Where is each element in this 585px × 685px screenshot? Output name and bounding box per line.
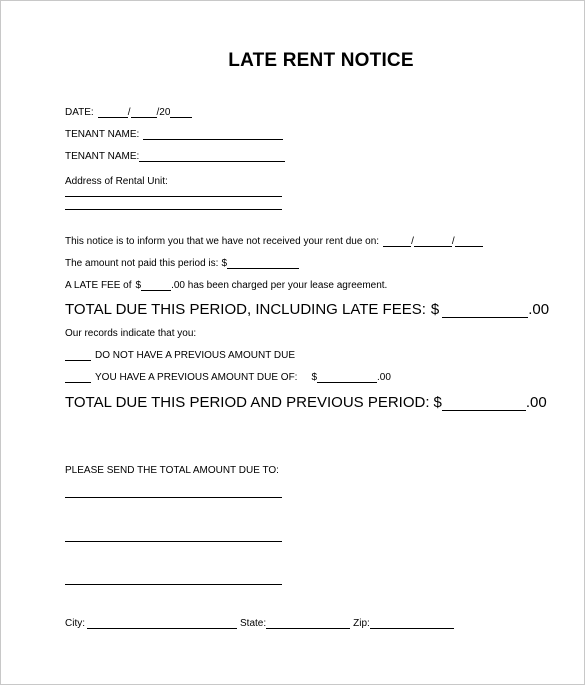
date-year-field[interactable]	[170, 107, 192, 118]
late-fee-currency: $	[135, 280, 142, 291]
total-due-fees-field[interactable]	[442, 303, 528, 318]
option-previous-amount-field[interactable]	[317, 372, 377, 383]
due-year-field[interactable]	[455, 236, 483, 247]
option-previous-cents: .00	[377, 372, 391, 383]
tenant-name-row-2	[65, 151, 285, 162]
date-sep-1: /	[127, 107, 131, 118]
tenant-name-field-2[interactable]	[139, 151, 285, 162]
tenant-name-field-1[interactable]	[143, 129, 283, 140]
records-label: Our records indicate that you:	[65, 328, 197, 339]
option-previous-currency: $	[311, 372, 318, 383]
date-row	[65, 107, 192, 118]
amount-not-paid-field[interactable]	[227, 258, 299, 269]
notice-text: This notice is to inform you that we have not received your rent due on:	[65, 236, 380, 247]
late-fee-suffix: .00 has been charged per your lease agreement.	[171, 280, 388, 291]
city-state-zip-row	[65, 618, 454, 629]
option-no-previous-row	[65, 350, 295, 361]
tenant-name-row-1	[65, 129, 283, 140]
date-month-field[interactable]	[98, 107, 128, 118]
zip-label: Zip:	[353, 618, 370, 629]
late-fee-field[interactable]	[141, 280, 171, 291]
total-due-previous-cents: .00	[525, 394, 547, 411]
total-due-fees-row	[65, 301, 549, 318]
notice-sep-1: /	[411, 236, 414, 247]
due-month-field[interactable]	[383, 236, 411, 247]
total-due-previous-row	[65, 394, 547, 411]
total-due-previous-field[interactable]	[442, 396, 526, 411]
total-due-previous-label: TOTAL DUE THIS PERIOD AND PREVIOUS PERIOD:	[65, 394, 430, 411]
send-to-line-3[interactable]	[65, 584, 282, 585]
total-due-previous-currency: $	[433, 394, 442, 411]
option-no-previous-checkbox[interactable]	[65, 350, 91, 361]
address-label: Address of Rental Unit:	[65, 176, 168, 187]
send-to-line-2[interactable]	[65, 541, 282, 542]
send-to-row	[65, 465, 279, 476]
total-due-fees-label: TOTAL DUE THIS PERIOD, INCLUDING LATE FEES:	[65, 301, 426, 318]
amount-not-paid-currency: $	[221, 258, 227, 269]
late-fee-prefix: A LATE FEE of	[65, 280, 132, 291]
option-no-previous-label: DO NOT HAVE A PREVIOUS AMOUNT DUE	[95, 350, 296, 361]
date-label: DATE:	[65, 107, 94, 118]
notice-row	[65, 236, 483, 247]
option-previous-label: YOU HAVE A PREVIOUS AMOUNT DUE OF:	[95, 372, 298, 383]
amount-not-paid-row	[65, 258, 299, 269]
state-field[interactable]	[266, 618, 350, 629]
city-label: City:	[65, 618, 85, 629]
notice-sep-2: /	[451, 236, 455, 247]
state-label: State:	[240, 618, 267, 629]
due-day-field[interactable]	[414, 236, 452, 247]
option-previous-row	[65, 372, 391, 383]
tenant-name-label-1: TENANT NAME:	[65, 129, 140, 140]
city-field[interactable]	[87, 618, 237, 629]
document-title: LATE RENT NOTICE	[228, 50, 414, 71]
late-fee-row	[65, 280, 387, 291]
address-line-1[interactable]	[65, 196, 282, 197]
zip-field[interactable]	[370, 618, 454, 629]
amount-not-paid-label: The amount not paid this period is:	[65, 258, 219, 269]
address-row	[65, 176, 168, 187]
total-due-fees-currency: $	[430, 301, 440, 318]
date-sep-2: /20	[156, 107, 171, 118]
option-previous-checkbox[interactable]	[65, 372, 91, 383]
address-line-2[interactable]	[65, 209, 282, 210]
total-due-fees-cents: .00	[528, 301, 550, 318]
tenant-name-label-2: TENANT NAME:	[65, 151, 140, 162]
records-row	[65, 328, 196, 339]
send-to-line-1[interactable]	[65, 497, 282, 498]
date-day-field[interactable]	[131, 107, 157, 118]
send-to-label: PLEASE SEND THE TOTAL AMOUNT DUE TO:	[65, 465, 279, 476]
